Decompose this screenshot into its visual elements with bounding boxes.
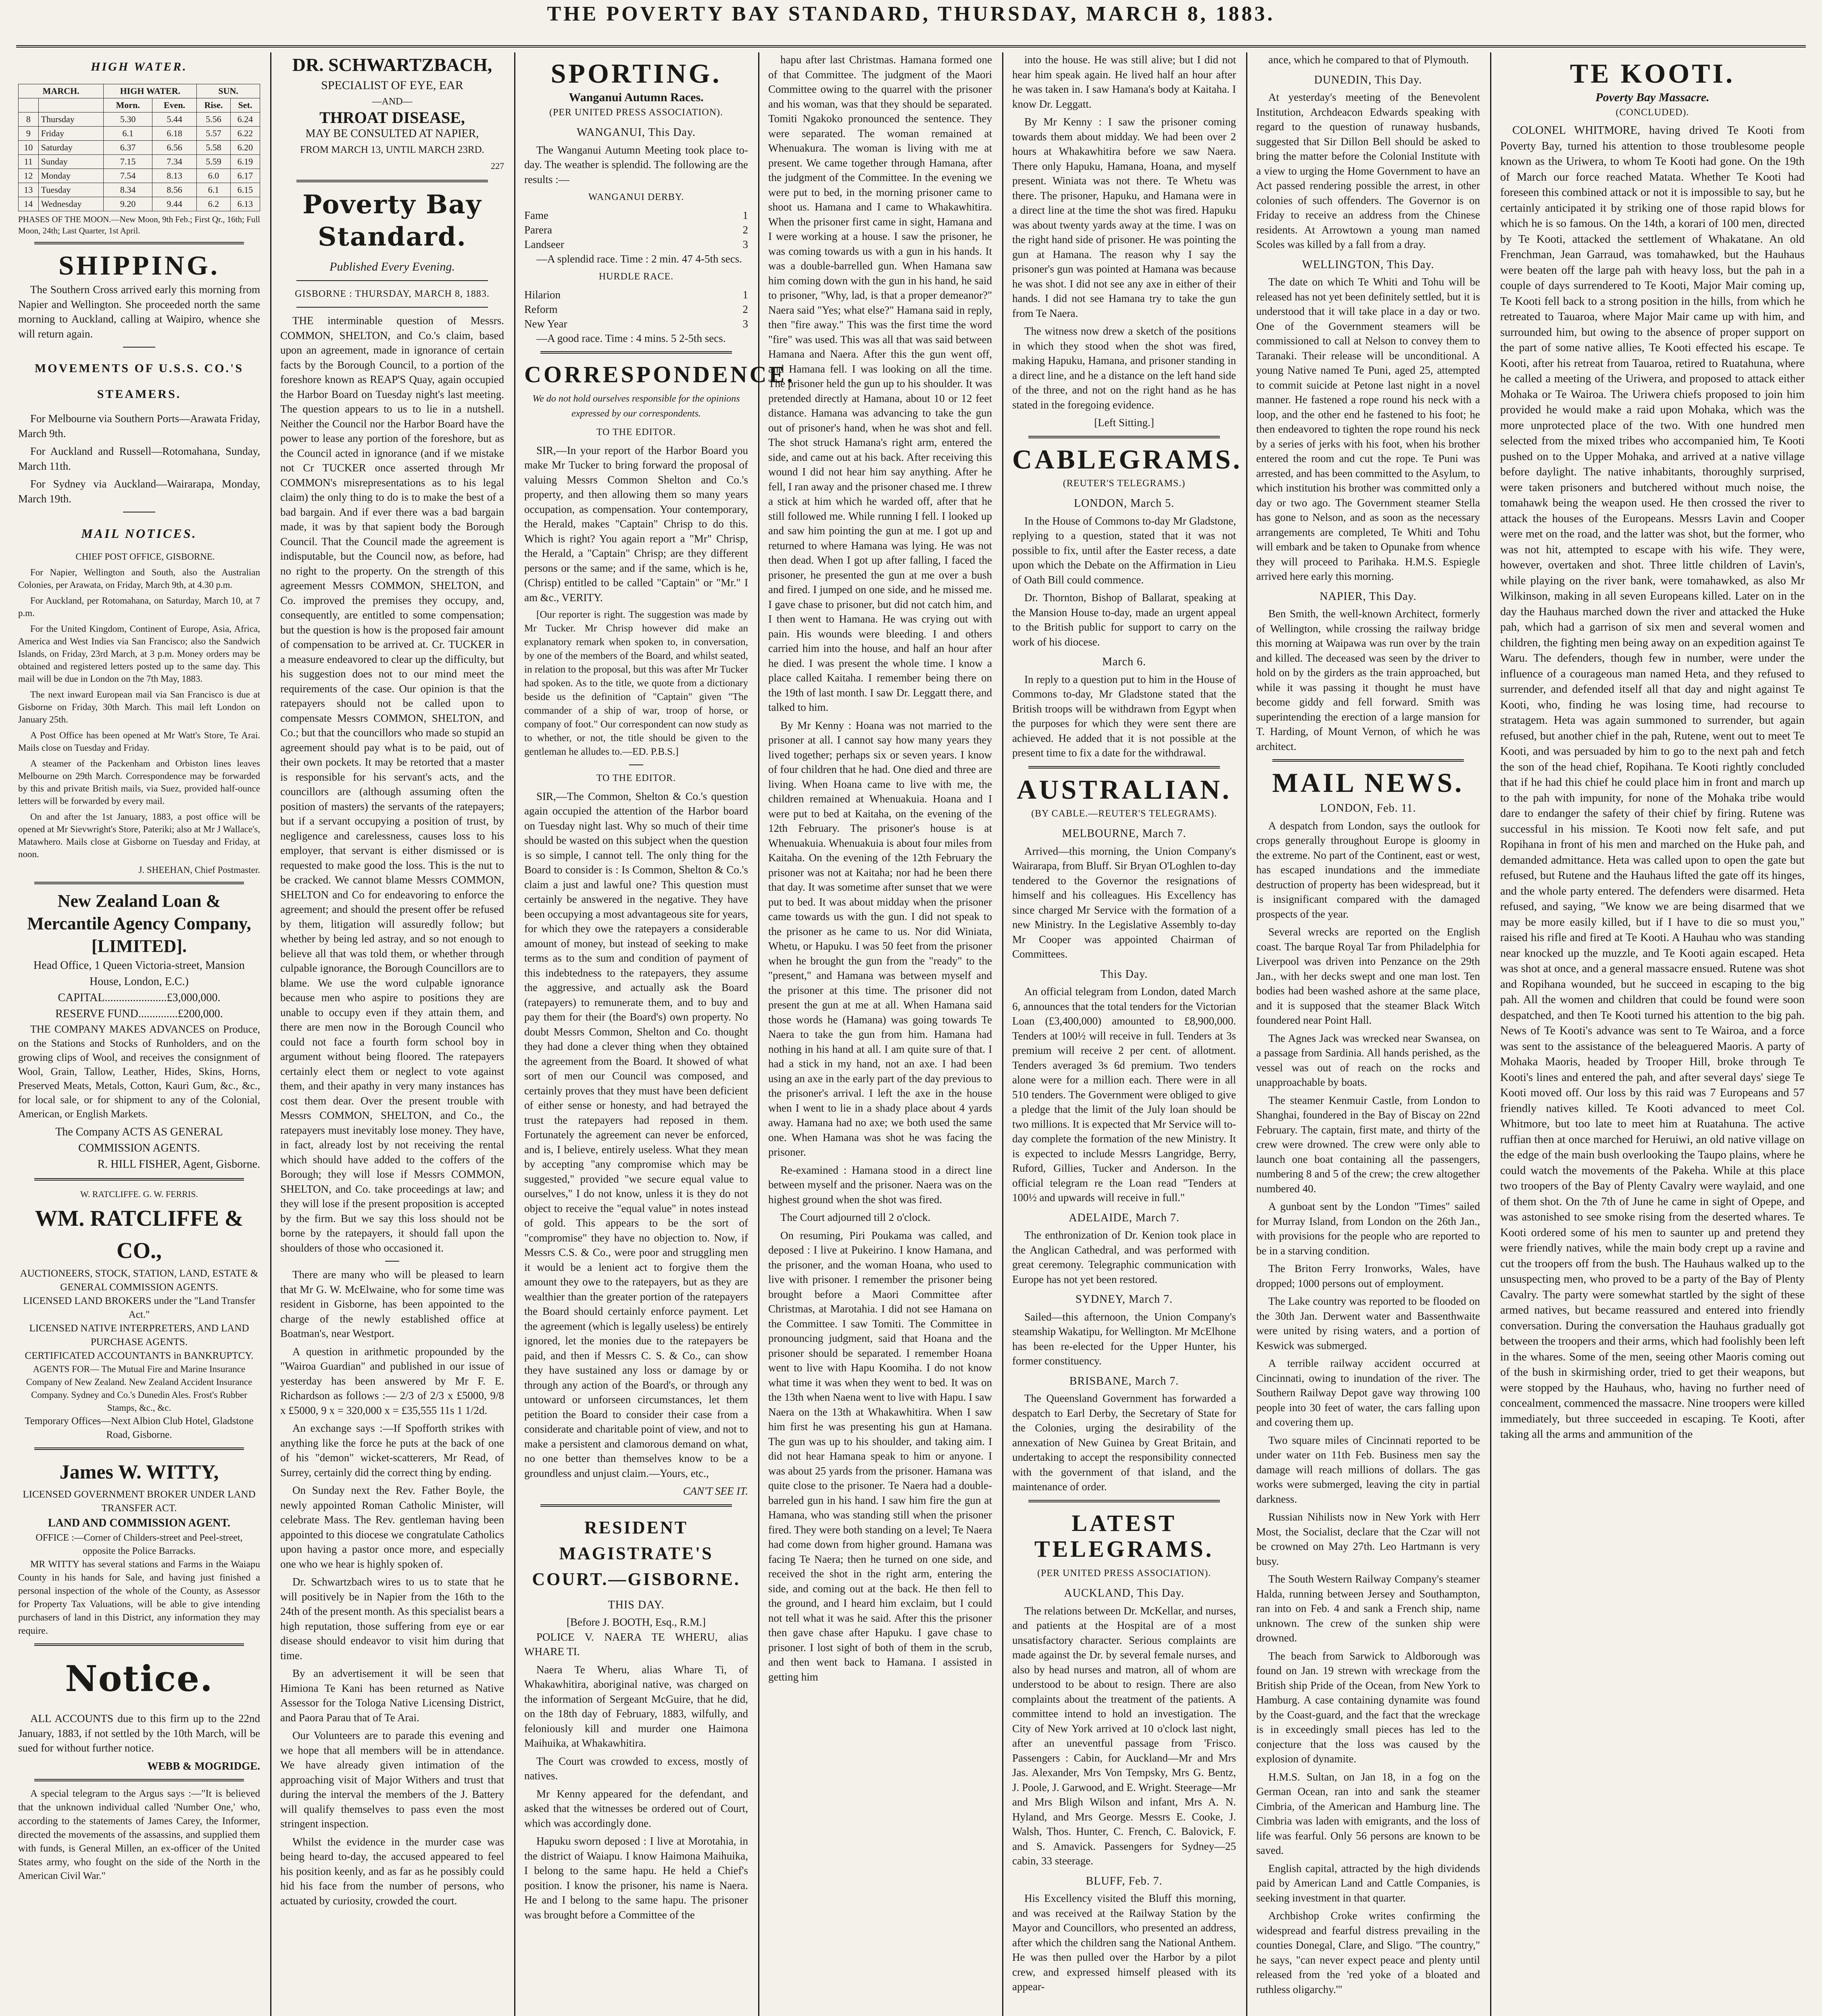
table-header: MARCH.	[19, 84, 104, 98]
table-cell: 6.22	[230, 127, 260, 141]
court-para: Naera Te Wheru, alias Whare Ti, of Whakawhitira, aboriginal native, was charged on the information of Sergeant McGuire, that he did, on the 18th day of February, 1883, wilfully, and feloniously kill and murder one Haimona Maihuika, at Whakawhitira.	[524, 1663, 748, 1749]
table-subheader: Set.	[230, 98, 260, 112]
telegram-text: ance, which he compared to that of Plymouth.	[1268, 54, 1469, 66]
mail-news-para: English capital, attracted by the high dividends paid by American Land and Cattle Companies, is seeking investment in that quarter.	[1256, 1862, 1480, 1904]
mail-news-title: MAIL NEWS.	[1272, 767, 1464, 798]
editor-reply: [Our reporter is right. The suggestion was made by Mr Tucker. Mr Chrisp however did make an explanatory remark when spoken to, in conversation, by one of the members of the Board, and whilst seated, in relation to the proposal, but this was after Mr Tucker had spoken. As to the title, we quote from a dictionary beside us the definition of "Captain" given "The commander of a ship of war, troop of horse, or company of foot." Our correspondent can now study as to whether, or not, the title should be given to the gentleman he alludes to.—ED. P.B.S.]	[524, 609, 748, 757]
table-cell: Monday	[38, 169, 104, 183]
court-before: [Before J. BOOTH, Esq., R.M.]	[567, 1616, 706, 1628]
wanganui-text: The Wanganui Autumn Meeting took place to-day. The weather is splendid. The following are the results :—	[524, 144, 748, 185]
table-cell: 6.0	[197, 169, 231, 183]
cable-text: Dr. Thornton, Bishop of Ballarat, speaking at the Mansion House to-day, made an urgent appeal to the British public for support to carry on the work of his diocese.	[1012, 591, 1236, 648]
table-cell: 8.13	[152, 169, 196, 183]
table-subheader	[38, 98, 104, 112]
table-cell: 6.15	[230, 183, 260, 197]
table-row	[19, 112, 260, 127]
mail-notice-item: A steamer of the Packenham and Orbiston lines leaves Melbourne on 29th March. Correspondence may be forwarded by this and private British mails, via Suez, provided half-ounce letters will be forwarded by every mail.	[18, 758, 260, 806]
cable-dateline: March 6.	[1102, 656, 1147, 668]
horse-name: Hilarion	[524, 288, 561, 301]
column-1	[18, 52, 260, 2016]
table-cell: 9.20	[104, 197, 152, 211]
table-cell: 6.19	[230, 155, 260, 169]
high-water-table	[18, 84, 260, 211]
placing: 3	[742, 317, 748, 330]
witty-ad	[18, 1456, 260, 1638]
placing: 2	[742, 223, 748, 236]
news-para: An exchange says :—If Spofforth strikes with anything like the force he puts at the back of one of his "demon" wicket-scatterers, Mr Read, of Surrey, certainly did the correct thing by ending.	[280, 1422, 504, 1479]
table-cell: 13	[19, 183, 39, 197]
cable-text: In the House of Commons to-day Mr Gladstone, replying to a question, stated that it was not possible to fix, until after the Easter recess, a date upon which the Debate on the Affirmation in Lieu of Oath Bill could commence.	[1012, 514, 1236, 586]
table-cell: 7.54	[104, 169, 152, 183]
horse-name: New Year	[524, 317, 567, 330]
table-header: SUN.	[197, 84, 260, 98]
published-line: Published Every Evening.	[329, 260, 455, 273]
divider	[296, 180, 488, 182]
table-cell: 12	[19, 169, 39, 183]
horse-name: Landseer	[524, 238, 564, 250]
derby-title: WANGANUI DERBY.	[588, 192, 684, 202]
left-sitting: [Left Sitting.]	[1094, 417, 1154, 429]
mail-notice-item: For the United Kingdom, Continent of Europe, Asia, Africa, America and West Indies via San Francisco; also the Sandwich Islands, on Friday, 23rd March, at 3 p.m. Money orders may be obtained and registered letters posted up to the same day. This mail will be due in London on the 7th May, 1883.	[18, 624, 260, 684]
sporting-sub: Wanganui Autumn Races.	[569, 91, 704, 104]
table-row	[19, 183, 260, 197]
mail-notice-item: For Napier, Wellington and South, also the Australian Colonies, per Arawata, on Friday, March 9th, at 4.30 p.m.	[18, 567, 260, 590]
mail-news-para: The Lake country was reported to be flooded on the 30th Jan. Derwent water and Bassenthwaite were united by rising waters, and a portion of Keswick was submerged.	[1256, 1295, 1480, 1352]
court-para: Hapuku sworn deposed : I live at Morotahia, in the district of Waiapu. I know Haimona Maihuika, I belong to the same hapu. He held a Chief's position. I know the prisoner, his name is Naera. He and I belong to the same hapu. The prisoner was brought before a Committee of the	[524, 1835, 748, 1921]
nz-loan-reserve: RESERVE FUND..............£200,000.	[55, 1008, 223, 1020]
nz-loan-office: Head Office, 1 Queen Victoria-street, Mansion House, London, E.C.)	[33, 959, 245, 988]
court-para: By Mr Kenny : I saw the prisoner coming towards them about midday. We had been over 2 hours at Whakawhitira before we saw Naera. There only Hapuku, Hamana, Hoana, and myself present. Winiata was not there. Te Whetu was there. The prisoner, Hapuku, and Hamana were in a direct line at the time the shot was fired. Hapuku was about twenty yards away at the time. I was on the right hand side of prisoner. He was pointing the gun at Hamana. The reason why I say the prisoner's gun was pointed at Hamana was because he was shot. I did not see any axe in either of their hands. I did not see Hamana try to take the gun from Te Naera.	[1012, 116, 1236, 319]
letter: SIR,—The Common, Shelton & Co.'s question again occupied the attention of the Harbor board on Tuesday night last. Why so much of their time should be wasted on this subject when the question is so simple, I cannot tell. The only thing for the Board to consider is : Is Common, Shelton & Co.'s claim a just and lawful one? This question must certainly be answered in the negative. They have been occupying a most advantageous site for years, for which they owe the ratepayers a considerable amount of money, but instead of seeking to make terms as to the sum and condition of payment of this indebtedness to the ratepayers, they assume the aggressive, and actually ask the Board (ratepayers) to remunerate them, and to buy and pay them for their (the Board's) own property. No doubt Messrs Common, Shelton and Co. thought they had done a clever thing when they obtained the agreement from the Board. It showed of what sort of men our Council was composed, and certainly proves that they must have been deficient of either sense or honesty, and had betrayed the trust the ratepayers had reposed in them. Fortunately the agreement can never be enforced, and is, I believe, entirely useless. What they mean by accepting "any compromise which may be suggested," provided "we secure equal value to ourselves," I do not know, unless it is they do not object to receive the "equal value" in notes instead of gold. This appears to be the sort of "compromise" they have no objection to. Now, if Messrs C.S. & Co., were poor and struggling men it would be a lenient act to forgive them the amount they owe to the ratepayers, but as they are wealthier than the greater portion of the ratepayers the Board should certainly enforce payment. Let the agreement (which is legally useless) be entirely ignored, let the monies due to the ratepayers be paid, and then if Messrs C. S. & Co., can show they have sustained any loss or damage by or through any action of the Board's, or through any untoward or unforseen circumstances, let them petition the Board to consider their case from a considerate and charitable point of view, and not to make a persistent and clamorous demand on what, no one better than themselves know to be a groundless and unjust claim.—Yours, etc.,	[524, 790, 748, 1479]
mail-news-para: A despatch from London, says the outlook for crops generally throughout Europe is gloomy in the extreme. No part of the Continent, east or west, has escaped inundations and the immediate destruction of property has been widespread, but it is insignificant compared with the damaged prospects of the year.	[1256, 819, 1480, 920]
mail-news-para: Archbishop Croke writes confirming the widespread and fearful distress prevailing in the counties Donegal, Clare, and Sligo. "The country," he says, "can never expect peace and plenty until released from the 'red yoke of a bloated and ruthless oligarchy.'"	[1256, 1910, 1480, 1995]
te-kooti-title: TE KOOTI.	[1570, 58, 1735, 89]
mail-news-para: The Briton Ferry Ironworks, Wales, have dropped; 1000 persons out of employment.	[1256, 1262, 1480, 1289]
movements-title: MOVEMENTS OF U.S.S. CO.'S STEAMERS.	[34, 362, 244, 401]
column-5	[1012, 52, 1242, 2016]
column-rule	[1246, 52, 1247, 2016]
mail-notice-item: J. SHEEHAN, Chief Postmaster.	[138, 865, 260, 875]
table-cell: 6.2	[197, 197, 231, 211]
column-3	[524, 52, 795, 2016]
mail-notice-item: A Post Office has been opened at Mr Watt's Store, Te Arai. Mails close on Tuesday and Friday.	[18, 730, 260, 753]
te-kooti-concluded: (CONCLUDED).	[1616, 107, 1689, 118]
mail-news-para: Russian Nihilists now in New York with Herr Most, the Socialist, declare that the Czar will not be crowned on May 27th. Leo Hartmann is very busy.	[1256, 1511, 1480, 1567]
divider	[629, 764, 643, 765]
cablegrams-title: CABLEGRAMS.	[1012, 444, 1242, 475]
divider	[1028, 766, 1220, 768]
derby-result	[524, 237, 748, 252]
dr-ad	[280, 52, 504, 174]
mail-notices-title: MAIL NOTICES.	[81, 526, 197, 541]
dr-line: SPECIALIST OF EYE, EAR	[321, 79, 463, 92]
table-subheader: Rise.	[197, 98, 231, 112]
masthead-rule	[16, 45, 1806, 48]
sporting-title: SPORTING.	[550, 58, 722, 89]
aus-text: The Queensland Government has forwarded a despatch to Earl Derby, the Secretary of State for the Colonies, urging the desirability of the annexation of New Guinea by Great Britain, and undertaking to accept the responsibility connected with the government of that island, and the maintenance of order.	[1012, 1392, 1236, 1493]
table-cell: Friday	[38, 127, 104, 141]
placing: 3	[742, 238, 748, 250]
table-cell: 6.20	[230, 141, 260, 155]
notice-signature: WEBB & MOGRIDGE.	[147, 1760, 260, 1772]
table-cell: 6.18	[152, 127, 196, 141]
table-cell: 7.15	[104, 155, 152, 169]
london-dateline: LONDON, Feb. 11.	[1320, 802, 1416, 814]
divider	[385, 1261, 399, 1262]
correspondence-title: CORRESPONDENCE.	[524, 361, 795, 387]
dr-number: 227	[491, 161, 504, 171]
shipping-title: SHIPPING.	[58, 250, 220, 281]
mail-notices	[18, 550, 260, 876]
news-para: By an advertisement it will be seen that Himiona Te Kani has been returned as Native Assessor for the Tologa Native Licensing District, and Paora Parau that of Te Arai.	[280, 1667, 504, 1724]
derby-result	[524, 208, 748, 223]
nz-loan-text: THE COMPANY MAKES ADVANCES on Produce, on the Stations and Stocks of Runholders, and on the growing clips of Wool, and receives the consignment of Wool, Grain, Tallow, Leather, Hides, Skins, Horns, Preserved Meats, Metals, Cotton, Kauri Gum, &c., &c., for local sale, or for shipment to any of the Colonial, American, or English Markets.	[18, 1023, 260, 1120]
mail-notice-item: The next inward European mail via San Francisco is due at Gisborne on Friday, 30th March. This mail left London on January 25th.	[18, 689, 260, 725]
divider	[34, 1447, 244, 1450]
column-rule	[1490, 52, 1491, 2016]
mail-news-para: The beach from Sarwick to Aldborough was found on Jan. 19 strewn with wreckage from the British ship Pride of the Ocean, from New York to Hamburg. A case containing dynamite was found by the Coast-guard, and the fact that the wreckage is in exceedingly small pieces has led to the conjecture that the loss was caused by the explosion of dynamite.	[1256, 1649, 1480, 1765]
table-cell: Saturday	[38, 141, 104, 155]
witty-line: MR WITTY has several stations and Farms in the Waiapu County in his hands for Sale, and having just finished a personal inspection of the whole of the County, as Assessor for Property Tax Valuations, will be able to give intending purchasers of land in this District, any information they may require.	[18, 1559, 260, 1636]
table-cell: 6.1	[104, 127, 152, 141]
mail-news-para: The Agnes Jack was wrecked near Swansea, on a passage from Sardinia. All hands perished, as the vessel was out of reach on the rocks and unapproachable by boats.	[1256, 1032, 1480, 1088]
ratcliffe-title: WM. RATCLIFFE & CO.,	[35, 1206, 244, 1263]
column-6	[1256, 52, 1480, 2016]
table-row	[19, 197, 260, 211]
table-cell: 8.34	[104, 183, 152, 197]
table-cell: Sunday	[38, 155, 104, 169]
court-para: By Mr Kenny : Hoana was not married to the prisoner at all. I cannot say how many years they lived together; perhaps six or seven years. I know of four children that he had. One died and three are living. When Hoana came to live with me, the children remained at Whenuakuia. Hoana and I were put to bed at Kaitaha, on the evening of the 12th February. The prisoner's house is at Whenuakuia. Whenuakuia is about four miles from Kaitaha. On the evening of the 12th February the prisoner was not at Kaitaha; nor had he been there that day. It was sometime after sunset that we were put to bed. It was about midday when the prisoner came towards us with the gun. I did not speak to the prisoner as he came to us. Nor did Winiata, Whetu, or Hapuku. I was 50 feet from the prisoner when he brought the gun from the "ready" to the "present," and Hamana was between myself and the prisoner at this time. The prisoner did not present the gun at me at all. When Hamana said those words he (Hamana) was going towards Te Naera to take the gun from him. Hamana had nothing in his hand at all. I am quite sure of that. I had a stick in my hand, not an axe. I had been using an axe in the early part of the day previous to the prisoner's arrival. I left the axe in the house when I went to lie in a shady place about 4 yards away. Hamana had no axe; we both used the same one. When Hamana was shot he was facing the prisoner.	[768, 719, 992, 1158]
nz-loan-title: New Zealand Loan & Mercantile Agency Company, [LIMITED].	[27, 891, 251, 956]
court-para: Mr Kenny appeared for the defendant, and asked that the witnesses be ordered out of Court, which was accordingly done.	[524, 1787, 748, 1829]
table-cell: 9.44	[152, 197, 196, 211]
placing: 2	[742, 303, 748, 315]
table-subheader	[19, 98, 39, 112]
court-para: On resuming, Piri Poukama was called, and deposed : I live at Pukeirino. I know Hamana, and the prisoner, and the woman Hoana, who used to live with prisoner. I remember the prisoner being brought before a Maori Committee after Christmas, at Marotahia. I did not see Hamana on the Committee. I saw Tomiti. The Committee in pronouncing judgment, said that Hoana and the prisoner should be separated. I remember Hoana went to live with Hapu Koomiha. I do not know what time it was when they went to bed. It was on the 13th when Naena went to live with Hapu. I saw Naera on the 13th at Whakawhitira. When I saw him first he was presenting his gun at Hamana. The gun was up to his shoulder, and taking aim. I did not hear Hamana speak to him or anyone. I was about 25 yards from the prisoner. Hamana was quite close to the prisoner. Te Naera had a double-barreled gun in his hand. I saw him fire the gun at Hamana, who was standing still when the prisoner fired. They were both standing on a level; Te Naera had come down from higher ground. Hamana was facing Te Naera; then he turned on one side, and received the shot in the right arm, entering the side, and coming out at the back. He then fell to the ground, and I heard him exclaim, but I could not tell what it was he said. After this the prisoner then gave chase after Hapuku. I gave chase to prisoner. I lost sight of both of them in the scrub, and then went back to Hamana. I assisted in getting him	[768, 1229, 992, 1683]
letter-signature: CAN'T SEE IT.	[683, 1485, 748, 1497]
napier-dateline: NAPIER, This Day.	[1320, 590, 1417, 603]
latest-dateline: AUCKLAND, This Day.	[1064, 1587, 1184, 1599]
high-water-title: HIGH WATER.	[91, 60, 188, 73]
news-para: Dr. Schwartzbach wires to us to state that he will positively be in Napier from the 16th to the 24th of the present month. As this specialist bears a high reputation, those suffering from eye or ear disease should endeavor to visit him during that time.	[280, 1576, 504, 1662]
dr-line: MAY BE CONSULTED AT NAPIER,	[305, 127, 479, 140]
mail-news-para: H.M.S. Sultan, on Jan 18, in a fog on the German Ocean, ran into and sank the steamer Cimbria, of the American and Hamburg line. The Cimbria was laden with emigrants, and the loss of life was fearful. Only 56 persons are known to be saved.	[1256, 1770, 1480, 1856]
mail-notice-item: CHIEF POST OFFICE, GISBORNE.	[75, 552, 215, 562]
masthead: THE POVERTY BAY STANDARD, THURSDAY, MARCH 8, 1883.	[547, 2, 1275, 25]
ratcliffe-line: LICENSED LAND BROKERS under the "Land Transfer Act."	[23, 1295, 255, 1320]
column-4	[768, 52, 992, 2016]
table-cell: 10	[19, 141, 39, 155]
table-cell: 7.34	[152, 155, 196, 169]
court-day: THIS DAY.	[608, 1598, 665, 1611]
mail-news-list	[1256, 818, 1480, 1997]
hurdle-result	[524, 287, 748, 302]
placing: 1	[742, 209, 748, 221]
witty-title: James W. WITTY,	[59, 1460, 219, 1483]
table-row	[19, 127, 260, 141]
movement-item: For Melbourne via Southern Ports—Arawata Friday, March 9th.	[18, 412, 260, 439]
mail-news-para: The steamer Kenmuir Castle, from London to Shanghai, foundered in the Bay of Biscay on 22nd February. The captain, first mate, and thirty of the crew were drowned. The crew were only able to launch one boat containing all the passengers, numbering 8 and 5 of the crew; the crew altogether numbered 40.	[1256, 1094, 1480, 1195]
court-para: The witness now drew a sketch of the positions in which they stood when the shot was fired, making Hapuku, Hamana, and prisoner standing in a direct line, and he a distance on the left hand side of the three, and not on the right hand as he has stated in the foregoing evidence.	[1012, 325, 1236, 411]
news-para: There are many who will be pleased to learn that Mr G. W. McElwaine, who for some time was resident in Gisborne, has been appointed to the charge of the newly established office at Boatman's, near Westport.	[280, 1268, 504, 1339]
table-cell: 6.37	[104, 141, 152, 155]
hurdle-result	[524, 302, 748, 317]
table-cell: 6.24	[230, 112, 260, 127]
aus-dateline: ADELAIDE, March 7.	[1069, 1211, 1180, 1224]
table-cell: Tuesday	[38, 183, 104, 197]
aus-text: An official telegram from London, dated March 6, announces that the total tenders for the Victorian Loan (£3,400,000) amounted to £8,900,000. Tenders at 100½ will receive in full. Tenders at 3s premium will receive 2 per cent. of allotment. Tenders averaged 3s 6d premium. Two tenders alone were for a million each. There were in all 510 tenders. The Government were obliged to give a pledge that the limit of the July loan should be two millions. It is expected that Mr Service will to-day complete the formation of the new Ministry. It is expected to include Messrs Langridge, Berry, Ruford, Gillies, Tucker and Anderson. In the official telegram re the Loan read "Tenders at 100½ and upwards will receive in full."	[1012, 985, 1236, 1204]
table-cell: 5.57	[197, 127, 231, 141]
wellington-text: The date on which Te Whiti and Tohu will be released has not yet been definitely settled, but it is understood that it will take place in a day or two. One of the Government steamers will be commissioned to call at Nelson to convey them to Taranaki. Their release will be unconditional. A young Native named Te Puni, aged 25, attempted to commit suicide at Petone last night in a novel manner. He fastened a rope round his neck with a loop, and the other end he fastened to his foot; he then endeavored to tighten the rope round his neck by a series of jerks with his foot, when his brother entered the room and cut the rope. Te Puni was arrested, and has been committed to the Asylum, to which institution his brother was committed only a day or two ago. The Government steamer Stella has gone to Nelson, and as soon as the necessary arrangements are completed, Te Whiti and Tohu will embark and be taken to Opunake from whence they will proceed to Parihaka. H.M.S. Espiegle arrived here early this morning.	[1256, 276, 1480, 582]
court-para: The Court was crowded to excess, mostly of natives.	[524, 1755, 748, 1782]
table-cell: 5.44	[152, 112, 196, 127]
divider	[1028, 436, 1220, 438]
mail-news-para: The South Western Railway Company's steamer Halda, running between Jersey and Southampton, ran into on Feb. 4 and sank a French ship, name unknown. The crew of the sunken ship were drowned.	[1256, 1573, 1480, 1644]
letter: SIR,—In your report of the Harbor Board you make Mr Tucker to bring forward the proposal of valuing Messrs Common Shelton and Co.'s property, and then allowing them so many years occupation, as compensation. Your contemporary, the Herald, makes "Captain" Chrisp to do this. Which is right? You again report a "Mr" Chrisp, the Herald, a "Captain" Chrisp; are they different persons or the same; and if the same, which is he, (Chrisp) entitled to be called "Captain" or "Mr." I am &c., VERITY.	[524, 444, 748, 604]
mail-news-para: Several wrecks are reported on the English coast. The barque Royal Tar from Philadelphia for Liverpool was driven into Penzance on the 29th Jan., with her decks swept and one man lost. Ten bodies had been washed ashore at the same place, and it is supposed that the steamer Black Witch foundered near Point Hall.	[1256, 926, 1480, 1026]
table-cell: 6.1	[197, 183, 231, 197]
dr-line: FROM MARCH 13, UNTIL MARCH 23RD.	[300, 144, 484, 155]
dunedin-dateline: DUNEDIN, This Day.	[1314, 73, 1422, 86]
hurdle-result	[524, 317, 748, 331]
table-cell: 6.56	[152, 141, 196, 155]
mail-news-para: A terrible railway accident occurred at Cincinnati, owing to inundation of the river. The Southern Railway Depot gave way throwing 100 people into 30 feet of water, the cars falling upon and covering them up.	[1256, 1357, 1480, 1428]
table-row	[19, 141, 260, 155]
table-subheader: Even.	[152, 98, 196, 112]
table-row	[19, 169, 260, 183]
nz-loan-agents: The Company ACTS AS GENERAL COMMISSION AGENTS.	[55, 1126, 223, 1154]
ratcliffe-line: AUCTIONEERS, STOCK, STATION, LAND, ESTATE & GENERAL COMMISSION AGENTS.	[20, 1268, 258, 1293]
witty-line: OFFICE :—Corner of Childers-street and Peel-street, opposite the Police Barracks.	[35, 1533, 243, 1556]
cable-text: In reply to a question put to him in the House of Commons to-day, Mr Gladstone stated that the British troops will be withdrawn from Egypt when the purposes for which they were sent there are achieved. He added that it is not possible at the present time to fix a date for the withdrawal.	[1012, 673, 1236, 759]
moon-phases: PHASES OF THE MOON.—New Moon, 9th Feb.; First Qr., 16th; Full Moon, 24th; Last Quarter, 1st April.	[18, 215, 260, 235]
ratcliffe-line: Temporary Offices—Next Albion Club Hotel, Gladstone Road, Gisborne.	[25, 1416, 254, 1440]
derby-result	[524, 223, 748, 237]
table-cell: 5.30	[104, 112, 152, 127]
aus-dateline: MELBOURNE, March 7.	[1062, 827, 1186, 840]
dunedin-text: At yesterday's meeting of the Benevolent Institution, Archdeacon Edwards speaking with regard to the question of runaway husbands, suggested that Sir Dillon Bell should be asked to bring the matter before the Colonial Institute with a view to urging the Home Government to have an Act passed rendering possible the arrest, in other colonies of such offenders. The Governor is on Friday to receive an address from the Chinese residents. At Arrowtown a young man named Scoles was killed by a fall from a dray.	[1256, 91, 1480, 250]
latest-text: His Excellency visited the Bluff this morning, and was received at the Railway Station by the Mayor and Councillors, who presented an address, after which the children sang the National Anthem. He was then pulled over the Harbor by a pilot crew, and expressed himself pleased with its appear-	[1012, 1892, 1236, 1993]
cable-dateline: LONDON, March 5.	[1074, 497, 1175, 510]
aus-text: Arrived—this morning, the Union Company's Wairarapa, from Bluff. Sir Bryan O'Loghlen to-day tendered to the Governor the resignations of himself and his colleagues. His Excellency has since charged Mr Service with the formation of a new Ministry. In the Legislative Assembly to-day Mr Cooper was appointed Chairman of Committees.	[1012, 845, 1236, 960]
aus-text: Sailed—this afternoon, the Union Company's steamship Wakatipu, for Wellington. Mr McElhone has been re-elected for the Upper Hunter, his former constituency.	[1012, 1310, 1236, 1367]
column-2	[280, 52, 504, 2016]
mail-notice-item: On and after the 1st January, 1883, a post office will be opened at Mr Sievwright's Store, Pateriki; also at Mr J Wallace's, Matawhero. Mails close at Gisborne on Tuesday and Friday, at noon.	[18, 812, 260, 859]
aus-dateline: BRISBANE, March 7.	[1069, 1375, 1179, 1387]
news-para: On Sunday next the Rev. Father Boyle, the newly appointed Roman Catholic Minister, will celebrate Mass. The Rev. gentleman having been appointed to this diocese we congratulate Catholics upon having a pastor once more, and especially one who we hear is highly spoken of.	[280, 1484, 504, 1570]
hurdle-title: HURDLE RACE.	[598, 271, 674, 282]
table-cell: 5.59	[197, 155, 231, 169]
aus-dateline: SYDNEY, March 7.	[1075, 1293, 1173, 1306]
notice-title: Notice.	[65, 1658, 213, 1699]
dr-line: —AND—	[372, 96, 413, 107]
shipping-text: The Southern Cross arrived early this morning from Napier and Wellington. She proceeded north the same morning to Auckland, calling at Waipiro, whence she will return again.	[18, 283, 260, 340]
table-cell: 5.58	[197, 141, 231, 155]
table-cell: 5.56	[197, 112, 231, 127]
aus-text: The enthronization of Dr. Kenion took place in the Anglican Cathedral, and was performed with great ceremony. Telegraphic communication with Europe has not yet been restored.	[1012, 1229, 1236, 1285]
aus-dateline: This Day.	[1100, 968, 1148, 981]
news-para: A question in arithmetic propounded by the "Wairoa Guardian" and published in our issue of yesterday has been answered by Mr F. E. Richardson as follows :— 2/3 of 2/3 x £5000, 9/8 x £5000, 9 x = 320,000 x = £35,555 11s 1 1/2d.	[280, 1345, 504, 1416]
te-kooti-sub: Poverty Bay Massacre.	[1595, 91, 1709, 104]
ratcliffe-names: W. RATCLIFFE. G. W. FERRIS.	[80, 1189, 198, 1199]
table-cell: Thursday	[38, 112, 104, 127]
table-cell: 8	[19, 112, 39, 127]
dr-title: DR. SCHWARTZBACH,	[292, 54, 492, 75]
court-para: into the house. He was still alive; but I did not hear him speak again. He lived half an hour after he was taken in. I saw Hamana's body at Kaitaha. I know Dr. Leggatt.	[1012, 54, 1236, 110]
nz-loan-agent: R. HILL FISHER, Agent, Gisborne.	[97, 1158, 260, 1170]
news-para: Whilst the evidence in the murder case was being heard to-day, the accused appeared to feel his position keenly, and as far as he possibly could hid his face from the number of persons, who actuated by curiosity, crowded the court.	[280, 1835, 504, 1907]
australian-sub: (BY CABLE.—REUTER'S TELEGRAMS).	[1031, 808, 1217, 819]
court-para: The Court adjourned till 2 o'clock.	[780, 1211, 931, 1223]
placing: 1	[742, 288, 748, 301]
court-para: Re-examined : Hamana stood in a direct line between myself and the prisoner. Naera was on the highest ground when the shot was fired.	[768, 1164, 992, 1206]
sporting-press: (PER UNITED PRESS ASSOCIATION).	[549, 107, 723, 118]
witty-line: LICENSED GOVERNMENT BROKER UNDER LAND TRANSFER ACT.	[23, 1489, 256, 1514]
ratcliffe-line: AGENTS FOR— The Mutual Fire and Marine Insurance Company of New Zealand. New Zealand Accident Insurance Company. Sydney and Co.'s Dunedin Ales. Frost's Rubber Stamps, &c., &c.	[26, 1364, 252, 1413]
divider	[34, 242, 244, 244]
column-rule	[758, 52, 759, 2016]
horse-name: Fame	[524, 209, 548, 221]
wellington-dateline: WELLINGTON, This Day.	[1302, 258, 1434, 271]
mail-news-para: A gunboat sent by the London "Times" sailed for Murray Island, from London on the 26th Jan., with provisions for the people who are reported to be in a starving condition.	[1256, 1200, 1480, 1257]
divider	[1272, 759, 1464, 762]
wanganui-dateline: WANGANUI, This Day.	[576, 126, 696, 139]
to-editor: TO THE EDITOR.	[596, 773, 676, 783]
horse-name: Reform	[524, 303, 558, 315]
column-rule	[270, 52, 271, 2016]
table-subheader: Morn.	[104, 98, 152, 112]
latest-sub: (PER UNITED PRESS ASSOCIATION).	[1037, 1568, 1211, 1579]
divider	[1028, 1500, 1220, 1502]
court-case: POLICE V. NAERA TE WHERU, alias WHARE TI.	[524, 1631, 748, 1658]
divider	[34, 1779, 244, 1781]
movement-item: For Sydney via Auckland—Wairarapa, Monday, March 19th.	[18, 478, 260, 505]
table-cell: 6.17	[230, 169, 260, 183]
table-cell: 6.13	[230, 197, 260, 211]
table-header: HIGH WATER.	[104, 84, 197, 98]
correspondence-note: We do not hold ourselves responsible for the opinions expressed by our correspondents.	[532, 394, 740, 419]
divider	[540, 351, 732, 354]
mail-news-para: Two square miles of Cincinnati reported to be under water on 11th Feb. Business men say the damage will reach millions of dollars. The gas works were submerged, leaving the city in partial darkness.	[1256, 1434, 1480, 1505]
leader-dateline: GISBORNE : THURSDAY, MARCH 8, 1883.	[295, 288, 490, 299]
horse-name: Parera	[524, 223, 552, 236]
court-para: hapu after last Christmas. Hamana formed one of that Committee. The judgment of the Maori Committee owing to the quarrel with the prisoner and his woman, was that they should be separated. Tomiti Ngakoko pronounced the sentence. They were separated. The woman remained at Whenuakura. The woman is living with me at present. We came together through Hamana, after the judgment of the Committee. In the evening we were put to bed, in the morning prisoner came to shoot us. Hamana and I came to Whakawhitira. When the prisoner first came in sight, Hamana and I were working at a house. I saw the prisoner, he was coming towards us with a gun in his hands. It was a double-barrelled gun. When Hamana saw him coming down with the gun in his hand, he said to prisoner, "Why, lad, is that a proper demeanor?" Naera said "Yes; what else?" Hamana said in reply, then "fire away." This was the first time the word "fire" was used. This was all that was said between Hamana and Naera. After this the gun went off, and Hamana fell. I was looking on all the time. The prisoner held the gun up to his shoulder. It was pretended directly at Hamana, about 10 or 12 feet distance. Hamana was advancing to take the gun out of prisoner's hand, when he was shot and fell. The shot struck Hamana's right arm, entered the side, and came out at his back. After receiving this wound I did not hear him say anything. After he fell, I ran away and the prisoner chased me. I threw a stick at him which he warded off, after that he still followed me. While running I fell. I looked up and saw him pointing the gun at me. I got up and returned to where Hamana was lying. He was not then dead. When I got up after falling, I faced the prisoner, he presented the gun at me over a bush and fired. I jumped on one side, and he missed me. I gave chase to prisoner, but did not catch him, and I then went to Hamana. He was crying out with pain. His wounds were bleeding. I and others carried him into the house, and half an hour after he died. I was present the whole time. I know a place called Kaitaha. I remember being there on the 19th of last month. I saw Dr. Leggatt there, and talked to him.	[768, 54, 992, 713]
divider	[123, 347, 155, 348]
divider	[34, 1178, 244, 1181]
column-rule	[1002, 52, 1003, 2016]
divider	[296, 307, 488, 308]
divider	[540, 1504, 732, 1507]
notice-text: ALL ACCOUNTS due to this firm up to the 22nd January, 1883, if not settled by the 10th March, will be sued for without further notice.	[18, 1712, 260, 1754]
latest-dateline: BLUFF, Feb. 7.	[1086, 1874, 1163, 1887]
paper-title: Poverty Bay Standard.	[302, 190, 482, 252]
column-7	[1500, 52, 1805, 2016]
witty-line: LAND AND COMMISSION AGENT.	[48, 1517, 231, 1529]
latest-title: LATEST TELEGRAMS.	[1034, 1510, 1214, 1562]
leader-para: THE interminable question of Messrs. COMMON, SHELTON, and Co.'s claim, based upon an agreement, made in ignorance of certain facts by the Borough Council, to a portion of the foreshore known as REAP'S Quay, again occupied the Harbor Board on Tuesday night's last meeting. The question appears to us to lie in a nutshell. Neither the Council nor the Harbor Board have the power to lease any portion of the foreshore, but as the Council acted in ignorance (and if we mistake not Cr TUCKER once asserted through Mr COMMON's misrepresentations as to his legal claim) the only thing to do is to make the best of a bad bargain. And if ever there was a bad bargain made, it was by that sapient body the Borough Council. That the Council made the agreement is indisputable, but the Council now, as before, had no right to the property. On the strength of this agreement Messrs COMMON, SHELTON, and Co. improved the premises they occupy, and, consequently, are entitled to some compensation; but the question is how is the proposed fair amount of compensation to be arrived at. Cr. TUCKER in a measure endeavored to clear up the difficulty, but his suggestion does not to our mind meet the requirements of the case. Our opinion is that the ratepayers should not be called upon to compensate Messrs COMMON, SHELTON, and Co.; but that the councillors who made so stupid an agreement should pay what is to be paid, out of their own pockets. It may be retorted that a master is responsible for his servant's acts, and the councillors are (although assuming often the position of masters) the servants of the ratepayers; but if a servant occupying a position of trust, by negligence and carelessness, causes loss to his employer, that servant is either dismissed or is requested to make good the loss. This is the nut to be cracked. We cannot blame Messrs COMMON, SHELTON and Co for endeavoring to enforce the agreement; and should the present offer be refused by them, litigation will assuredly follow; but whether by being led astray, and so not enough to believe all that was told them, or whether through culpable ignorance, the Borough Councillors are to blame. We use the word culpable ignorance because men who aspire to positions they are unable to occupy even if they attain them, and there are men now in the Borough Council who could not face a fourth form school boy in argument without being floored. The ratepayers certainly elect them or neglect to vote against them, and their apathy in very many instances has cost them dear. Over the present trouble with Messrs COMMON, SHELTON, and Co., the ratepayers must inevitably lose money. They have, in fact, already lost by not receiving the rental which should have added to the coffers of the Borough; they will lose if Messrs COMMON, SHELTON, and Co. take proceedings at law; and they will lose if the present proposition is accepted by the firm. But we say this loss should not be borne by the ratepayers, it should fall upon the shoulders of those who occasioned it.	[280, 314, 504, 1254]
divider	[34, 1643, 244, 1646]
movement-item: For Auckland and Russell—Rotomahana, Sunday, March 11th.	[18, 445, 260, 472]
australian-title: AUSTRALIAN.	[1017, 774, 1232, 805]
hurdle-time: —A good race. Time : 4 mins. 5 2-5th secs.	[536, 332, 726, 344]
column-rule	[514, 52, 515, 2016]
table-cell: Wednesday	[38, 197, 104, 211]
ratcliffe-line: LICENSED NATIVE INTERPRETERS, AND LAND PURCHASE AGENTS.	[29, 1323, 249, 1347]
divider	[296, 280, 488, 281]
ratcliffe-line: CERTIFICATED ACCOUNTANTS in BANKRUPTCY.	[25, 1350, 254, 1361]
divider	[34, 882, 244, 884]
latest-text: The relations between Dr. McKellar, and nurses, and patients at the Hospital are of a most unsatisfactory character. Serious complaints are made against the Dr. by several female nurses, and also by head nurses and matron, all of whom are understood to be about to resign. There are also complaints about the treatment of the patients. A committee intend to hold an investigation. The City of New York arrived at 10 o'clock last night, after an uneventful passage from 'Frisco. Passengers : Cabin, for Auckland—Mr and Mrs Jas. Alexander, Mrs Von Tempsky, Mrs G. Bentz, J. Poole, J. Garwood, and E. Wright. Steerage—Mr and Mrs Bligh Wilson and infant, Mrs A. N. Hyland, and Mrs George. Messrs E. Cooke, J. Walsh, Thos. Hunter, C. French, C. Balovick, F. and S. Amavick. Passengers for Sydney—25 cabin, 33 steerage.	[1012, 1604, 1236, 1867]
dr-line: THROAT DISEASE,	[319, 108, 465, 127]
derby-time: —A splendid race. Time : 2 min. 47 4-5th secs.	[536, 252, 742, 265]
te-kooti-para: COLONEL WHITMORE, having drived Te Kooti from Poverty Bay, turned his attention to those troublesome people known as the Uriwera, to whom Te Kooti had gone. On the 19th of March our force reached Matata. Whether Te Kooti had foreseen this combined attack or not it is impossible to say, but he certainly anticipated it by striking one of those rapid blows for which he is so famous. On the 14th, a korari of 100 men, directed by Te Kooti, attacked the settlement of Whakatane. An old Frenchman, Jean Garraud, was tomahawked, but the Hauhaus were beaten off the large pah with heavy loss, but the pah in a couple of days surrendered to Te Kooti, Major Mair coming up, Te Kooti fell back to a strong position in the hills, from which he retreated to Tauaroa, where Major Mair came up with him, and surrounded him, but owing to the absence of proper support on the part of some native allies, Te Kooti effected his escape. Te Kooti, after his retreat from Tauaroa, retired to Ruatahuna, where he called a meeting of the Uriwera, and proposed to attack either Mohaka or Te Wairoa. The Uriwera chiefs proposed to join him provided he would make a raid upon Mohaka, which was the more unprotected place of the two. With one hundred men selected from the mixed tribes who accompanied him, Te Kooti pushed on to the Upper Mohaka, and arrived at a native village before daylight. The native inhabitants, thoroughly surprised, were taken prisoners and butchered without much noise, the tomahawk being the weapon used. He then crossed the river to attack the houses of the Europeans. Messrs Lavin and Cooper were met on the road, and the latter was shot, but the former, who was not hit, attempted to escape with his wife. They were, however, overtaken and shot. Three little children of Lavin's, while playing on the river bank, were tomahawked, as also Mr Wilkinson, making in all seven Europeans killed. Later on in the day the Hauhaus marched down the river and attacked the Huke pah, which had a garrison of six men and several women and children, the fighting men being away on an expedition against Te Waru. The defenders, though few in number, were under the influence of a courageous man named Heta, and they refused to surrender, and defended itself all that day and night against Te Kooti, who, finding he was losing time, had recourse to stratagem. Heta was again summoned to surrender, but again refused, but another chief in the pah, Rutene, went out to meet Te Kooti, and was persuaded by him to go to the next pah and fetch the son of the head chief, Ropihana. Te Kooti rightly concluded that if he had this chief he could place him in front and march up to the pah with impunity, for none of the Mohaka tribe would dare to endanger the safety of their chief by firing. Rutene was successful in his mission. Te Kooti now felt safe, and put Ropihana in front of his men and marched on the Huke pah, and demanded admittance. Heta was called upon to open the gate but refused, but Rutene and the Hauhaus lifted the gate off its hinges, and the whole party entered. The defenders were disarmed. Heta refused, and saying, "We know we are being disarmed that we may be more easily killed, but if I have to die so must you," raised his rifle and fired at Te Kooti. A Hauhau who was standing near knocked up the muzzle, and Te Kooti again escaped. Heta was shot at once, and a general massacre ensued. Rutene was shot and Ropihana wounded, but he succeed in escaping to the big pah. All the women and children that could be found were soon despatched, and then Te Kooti turned his attention to the big pah. News of Te Kooti's advance was sent to Te Wairoa, and a force was sent to the assistance of the beleaguered Maoris. A party of Mohaka Maoris, headed by Trooper Hill, broke through Te Kooti's lines and entered the pah, and after several days' siege Te Kooti moved off. Our loss by this raid was 7 Europeans and 57 friendly natives killed. Te Kooti advanced to meet Col. Whitmore, but too late to meet him at Ruatahuna. The active ruffian then at once marched for Heruiwi, an old native village on the edge of the main bush overlooking the Taupo plains, where he could watch the movements of the Pakeha. While at this place two troopers of the Bay of Plenty Cavalry were waylaid, and one of them shot. On the 7th of June he came in sight of Opepe, and was astonished to see smoke rising from the deserted whares. Te Kooti ordered some of his men to saunter up and pretend they were friendly natives, while the main body crept up a ravine and cut the troopers off from the bush. The Hauhaus walked up to the unsuspecting men, who proved to be a party of the Bay of Plenty Cavalry. The party were somewhat startled by the sight of these armed natives, but became reassured and entered into friendly conversation. During the conversation the Hauhaus gradually got between the troopers and their arms, which had foolishly been left in the whares. Some of the men, seeing other Maoris coming out of the bush in skirmishing order, tried to get their weapons, but were stopped by the Hauhaus, who, having no further need of concealment, commenced the massacre. Nine troopers were killed immediately, but three succeeded in escaping. Te Kooti, after taking all the arms and ammunition of the	[1500, 124, 1805, 1441]
table-cell: 11	[19, 155, 39, 169]
cablegrams-sub: (REUTER'S TELEGRAMS.)	[1063, 478, 1186, 489]
ratcliffe-ad	[18, 1186, 260, 1442]
table-row	[19, 155, 260, 169]
tide-table-body	[19, 112, 260, 211]
table-cell: 14	[19, 197, 39, 211]
argus-text: A special telegram to the Argus says :—"It is believed that the unknown individual called 'Number One,' who, according to the statements of James Carey, the Informer, directed the movements of the assassins, and supplied them with funds, is General Millen, an ex-officer of the United States army, who fought on the side of the North in the American Civil War."	[18, 1788, 260, 1881]
napier-text: Ben Smith, the well-known Architect, formerly of Wellington, while crossing the railway bridge this morning at Waipawa was run over by the train and killed. The deceased was seen by the driver to hold on by the girders as the train approached, but while it was passing it thought he must have become giddy and fell forward. Smith was superintending the erection of a large mansion for T. Harding, of Mount Vernon, of which he was architect.	[1256, 608, 1480, 752]
news-para: Our Volunteers are to parade this evening and we hope that all members will be in attendance. We have already given intimation of the approaching visit of Major Withers and trust that during the interval the members of the J. Battery will qualify themselves to pass even the most stringent inspection.	[280, 1729, 504, 1830]
table-cell: 8.56	[152, 183, 196, 197]
court-title: RESIDENT MAGISTRATE'S COURT.—GISBORNE.	[532, 1517, 740, 1589]
nz-loan-capital: CAPITAL......................£3,000,000.	[58, 991, 221, 1004]
to-editor: TO THE EDITOR.	[596, 427, 676, 437]
mail-notice-item: For Auckland, per Rotomahana, on Saturday, March 10, at 7 p.m.	[18, 596, 260, 618]
nz-loan-ad	[18, 890, 260, 1173]
table-cell: 9	[19, 127, 39, 141]
